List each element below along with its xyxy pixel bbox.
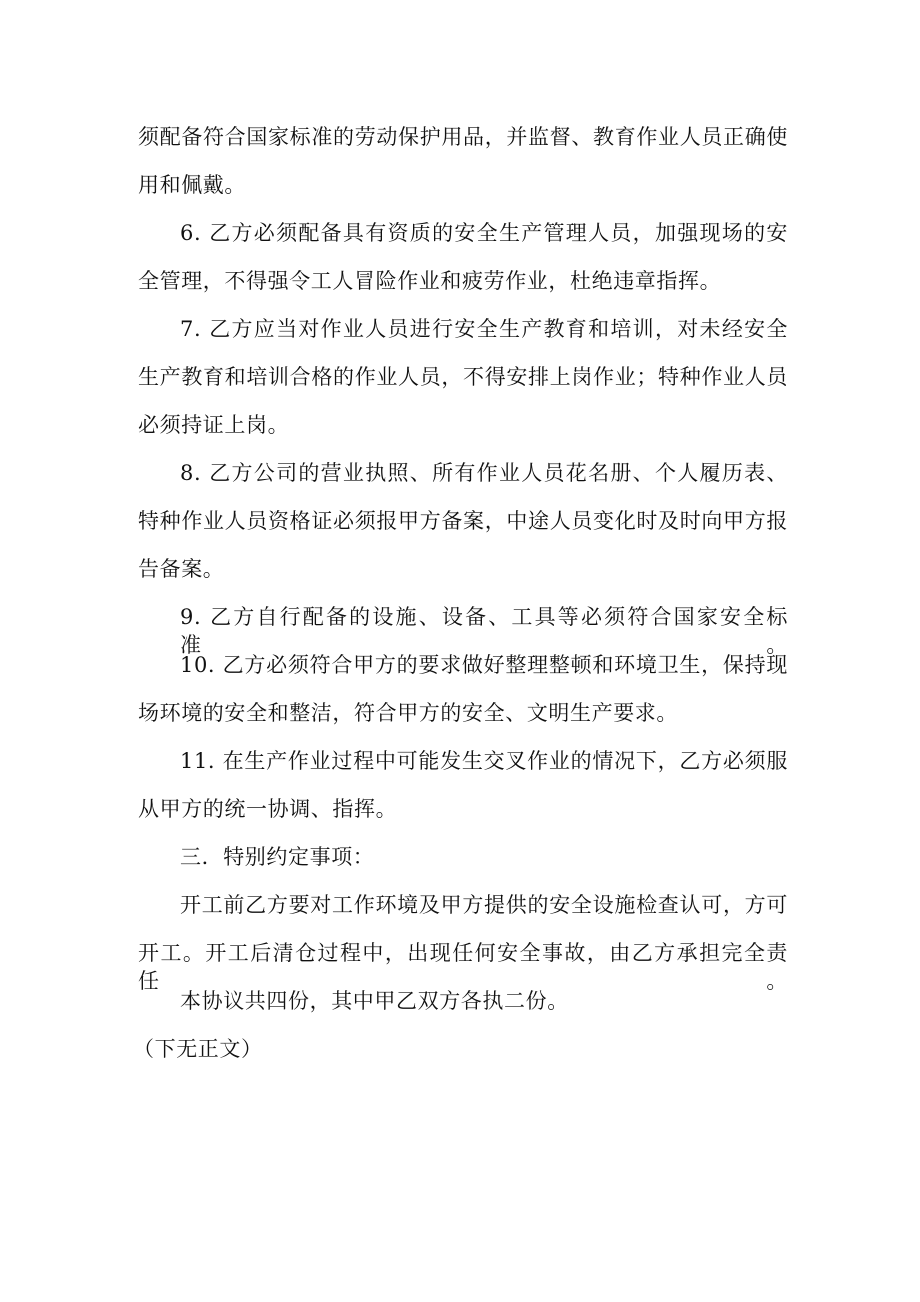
special-terms-line-2: 开工。开工后清仓过程中，出现任何安全事故，由乙方承担完全责任。 [138, 941, 788, 993]
clause-7-line-1: 7. 乙方应当对作业人员进行安全生产教育和培训，对未经安全 [180, 317, 788, 341]
section-3-heading: 三．特别约定事项： [180, 845, 375, 869]
paragraph-5-line-3: 用和佩戴。 [138, 173, 246, 197]
clause-6-line-2: 全管理，不得强令工人冒险作业和疲劳作业，杜绝违章指挥。 [138, 269, 722, 293]
clause-6-line-1: 6. 乙方必须配备具有资质的安全生产管理人员，加强现场的安 [180, 221, 788, 245]
clause-8-line-2: 特种作业人员资格证必须报甲方备案，中途人员变化时及时向甲方报 [138, 509, 788, 533]
clause-10-line-1: 10. 乙方必须符合甲方的要求做好整理整顿和环境卫生，保持现 [180, 653, 788, 677]
clause-8-line-3: 告备案。 [138, 557, 225, 581]
clause-11-line-2: 从甲方的统一协调、指挥。 [138, 797, 398, 821]
copies-statement: 本协议共四份，其中甲乙双方各执二份。 [180, 989, 569, 1013]
special-terms-line-1: 开工前乙方要对工作环境及甲方提供的安全设施检查认可，方可 [180, 893, 788, 917]
clause-7-line-3: 必须持证上岗。 [138, 413, 290, 437]
clause-10-line-2: 场环境的安全和整洁，符合甲方的安全、文明生产要求。 [138, 701, 678, 725]
clause-8-line-1: 8. 乙方公司的营业执照、所有作业人员花名册、个人履历表、 [180, 461, 788, 485]
paragraph-5-line-2: 须配备符合国家标准的劳动保护用品，并监督、教育作业人员正确使 [138, 125, 788, 149]
no-further-text-note: （下无正文） [133, 1037, 263, 1061]
clause-11-line-1: 11. 在生产作业过程中可能发生交叉作业的情况下，乙方必须服 [180, 749, 788, 773]
clause-9-line-1: 9. 乙方自行配备的设施、设备、工具等必须符合国家安全标准。 [180, 605, 788, 657]
clause-7-line-2: 生产教育和培训合格的作业人员，不得安排上岗作业；特种作业人员 [138, 365, 788, 389]
